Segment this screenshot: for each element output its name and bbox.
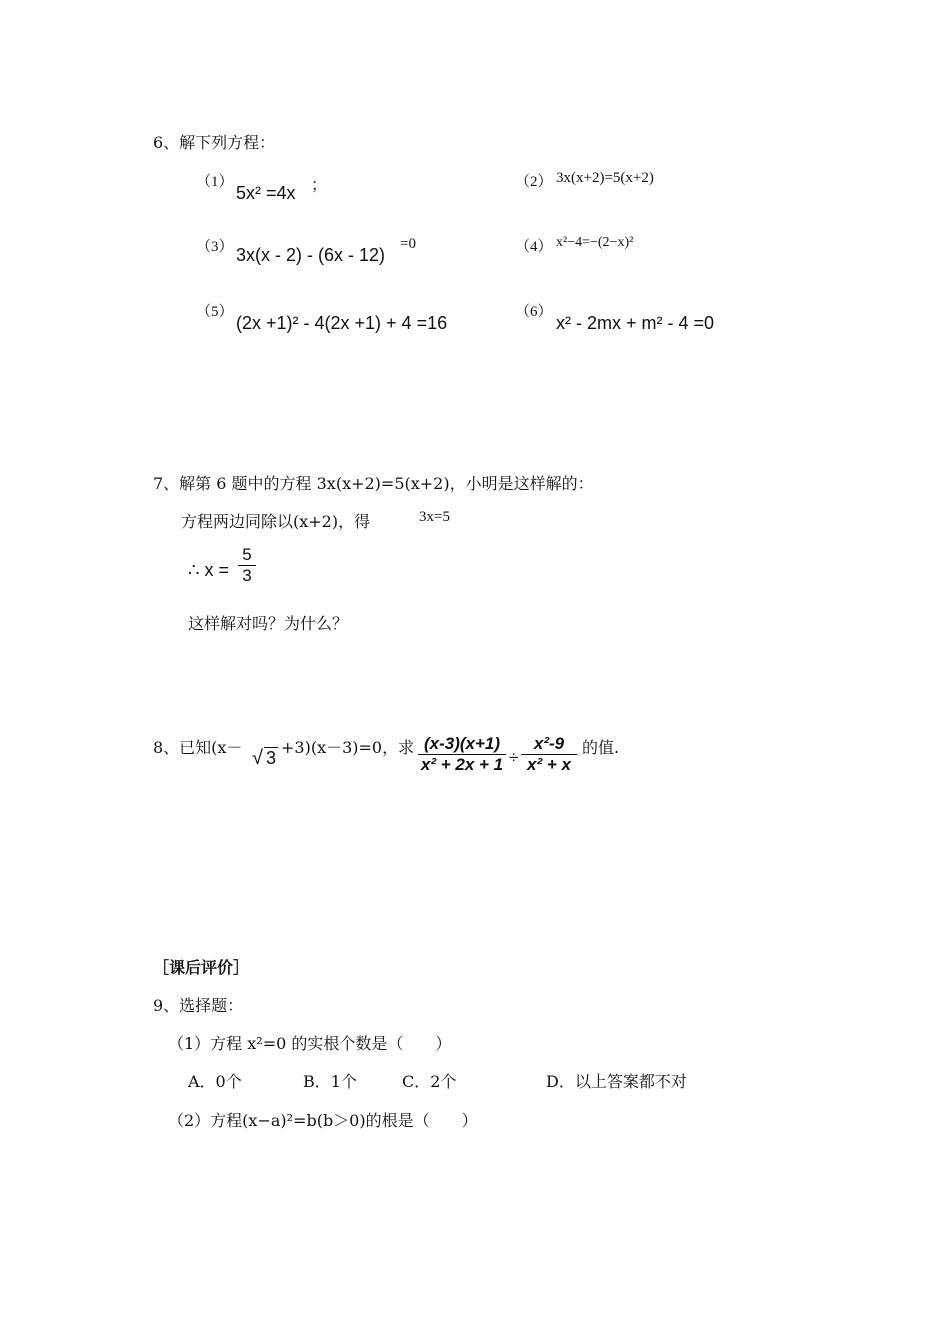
q8-fraction2-numerator: x²-9 [533,734,565,753]
q9-option-c: C．2个 [402,1072,457,1091]
q6-item1-label: （1） [196,174,234,190]
q7-question: 这样解对吗？为什么？ [188,614,349,633]
q8-fraction1 [418,734,506,775]
q8-divide: ÷ [509,748,519,767]
q7-step1: 方程两边同除以(x+2)，得 [181,512,371,531]
q6-item1-equation: 5x² =4x [236,183,296,203]
q6-item5-label: （5） [196,304,234,320]
q9-option-a: A．0个 [188,1072,242,1091]
q8-fraction1-numerator: (x-3)(x+1) [423,734,501,753]
q6-item2-equation: 3x(x+2)=5(x+2) [556,170,654,186]
q6-item3-equation: 3x(x - 2) - (6x - 12) [236,245,386,265]
q8-suffix: 的值. [582,738,620,757]
q8-middle: +3)(x－3)=0，求 [281,738,415,757]
q9-option-b: B．1个 [303,1072,357,1091]
q9-sub1: （1）方程 x²=0 的实根个数是（ ） [168,1034,452,1053]
q6-item3-label: （3） [196,239,234,255]
q7-therefore: ∴ x = [188,560,229,580]
q7-fraction [238,545,256,586]
section-heading: ［课后评价］ [153,958,250,977]
q9-title: 9、选择题： [153,996,244,1015]
q7-fraction-denominator: 3 [242,566,252,585]
sqrt-icon: √ [252,747,263,769]
q6-item6-equation: x² - 2mx + m² - 4 =0 [556,313,715,333]
q6-item3-tail: =0 [400,236,416,252]
q6-title: 6、解下列方程： [153,133,276,152]
q7-fraction-numerator: 5 [242,545,252,564]
q6-item4-equation: x²−4=−(2−x)² [556,235,634,250]
q9-sub2: （2）方程(x−a)²=b(b＞0)的根是（ ） [168,1111,478,1130]
q6-item5-equation: (2x +1)² - 4(2x +1) + 4 =16 [236,313,448,333]
q8-fraction2 [521,734,577,775]
q8-fraction1-denominator: x² + 2x + 1 [420,755,504,774]
q6-item4-label: （4） [515,239,553,255]
q8-prefix: 8、已知(x－ [153,738,243,757]
q8-sqrt-value: 3 [266,748,277,768]
q6-item2-label: （2） [515,174,553,190]
q7-title: 7、解第 6 题中的方程 3x(x+2)=5(x+2)，小明是这样解的： [153,474,594,493]
q8-fraction2-denominator: x² + x [527,755,571,774]
q6-item6-label: （6） [515,304,553,320]
q6-item1-tail: ； [311,175,328,194]
q7-step1-result: 3x=5 [419,509,450,525]
q9-option-d: D．以上答案都不对 [546,1072,687,1091]
